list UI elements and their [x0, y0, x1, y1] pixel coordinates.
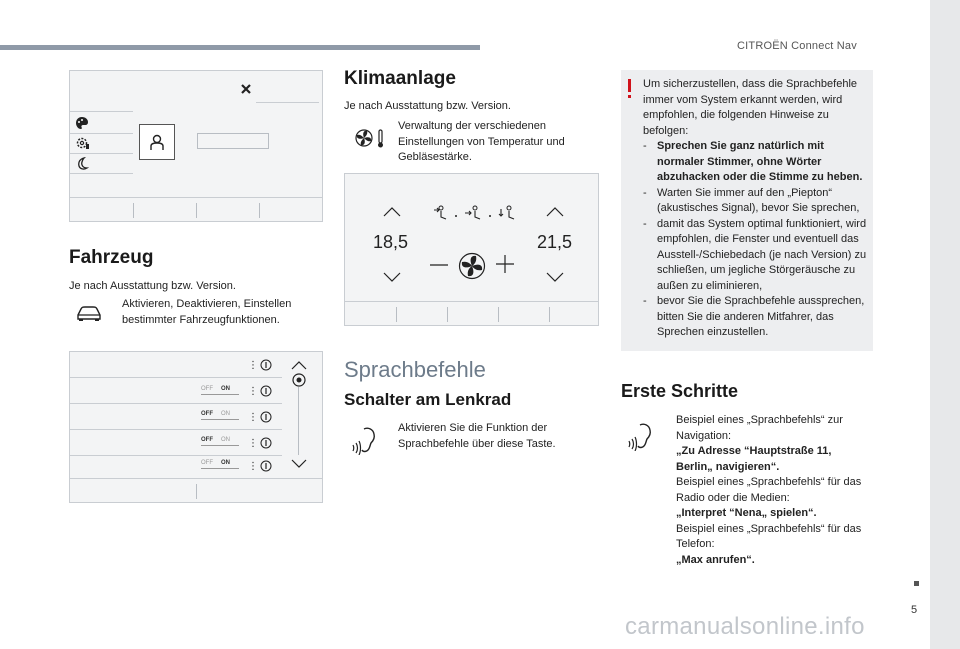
temperature-right: 21,5	[537, 232, 573, 252]
toggle-switch: OFF ON	[201, 386, 238, 392]
temp-left-down-icon	[382, 271, 402, 283]
car-icon	[75, 303, 103, 323]
temp-right-down-icon	[545, 271, 565, 283]
fahrzeug-intro: Je nach Ausstattung bzw. Version.	[69, 280, 236, 292]
sprachbefehle-heading: Sprachbefehle	[344, 357, 486, 382]
air-distribution-icon	[429, 204, 519, 222]
settings-gear-icon	[74, 135, 92, 151]
palette-icon	[74, 115, 90, 131]
watermark: carmanualsonline.info	[625, 613, 865, 640]
warning-icon	[628, 79, 631, 92]
info-icon	[260, 437, 272, 449]
info-icon	[260, 460, 272, 472]
schalter-heading: Schalter am Lenkrad	[344, 390, 512, 409]
voice-command-icon	[626, 420, 656, 452]
klimaanlage-intro: Je nach Ausstattung bzw. Version.	[344, 100, 511, 112]
temperature-left: 18,5	[373, 232, 409, 252]
close-icon	[238, 81, 254, 97]
fan-temperature-icon	[352, 126, 388, 150]
klimaanlage-description: Verwaltung der verschiedenen Einstellungen von Temperatur und Gebläsestärke.	[398, 120, 565, 163]
fan-decrease-icon	[429, 259, 449, 271]
erste-schritte-heading: Erste Schritte	[621, 381, 739, 401]
vehicle-functions-screen-illustration	[69, 351, 323, 503]
toggle-switch: OFF ON	[201, 437, 238, 443]
fan-icon	[457, 251, 487, 281]
more-options-icon: ⋮	[248, 411, 258, 423]
voice-command-icon	[350, 424, 380, 456]
more-options-icon: ⋮	[248, 460, 258, 472]
profile-button	[139, 124, 175, 160]
more-options-icon: ⋮	[248, 437, 258, 449]
warning-bullet: - damit das System optimal funktioniert, wird empfohlen, die Fenster und eventuell das Ausstell-/Schiebedach (je nach Version) zu schließen, um jegliche Störgeräusche zu außen zu eliminieren,	[643, 217, 867, 292]
scroll-up-icon	[290, 360, 308, 370]
warning-icon-dot	[628, 95, 631, 98]
page-side-band	[930, 0, 960, 649]
more-options-icon: ⋮	[248, 359, 258, 371]
temp-left-up-icon	[382, 206, 402, 218]
climate-screen-illustration	[344, 173, 599, 326]
fahrzeug-heading: Fahrzeug	[69, 247, 154, 268]
info-icon	[260, 411, 272, 423]
brand-title: CITROËN Connect Nav	[737, 40, 857, 52]
more-options-icon: ⋮	[248, 385, 258, 397]
toggle-switch: OFF ON	[201, 411, 238, 417]
header-rule	[0, 45, 480, 50]
scroll-down-icon	[290, 458, 308, 468]
warning-bullet: - Sprechen Sie ganz natürlich mit normaler Stimmer, ohne Wörter abzuhacken oder die Stimme zu heben.	[643, 140, 863, 183]
night-mode-icon	[74, 156, 90, 172]
warning-bullet: - Warten Sie immer auf den „Piepton“ (akustisches Signal), bevor Sie sprechen,	[643, 186, 860, 214]
warning-bullet: - bevor Sie die Sprachbefehle aussprechen, bitten Sie die anderen Mitfahrer, das Sprechen einzustellen.	[643, 295, 865, 338]
klimaanlage-heading: Klimaanlage	[344, 68, 456, 89]
info-icon	[260, 385, 272, 397]
continue-marker	[914, 581, 919, 586]
erste-schritte-text: Beispiel eines „Sprachbefehls“ zur Navigation: „Zu Adresse “Hauptstraße 11, Berlin„ navigieren“. Beispiel eines „Sprachbefehls“ für das Radio oder die Medien: „Interpret “Nena„ spielen“. Beispiel eines „Sprachbefehls“ für das Telefon: „Max anrufen“.	[676, 414, 862, 566]
toggle-switch: OFF ON	[201, 460, 238, 466]
schalter-description: Aktivieren Sie die Funktion der Sprachbefehle über diese Taste.	[398, 422, 556, 450]
fan-increase-icon	[495, 254, 515, 274]
settings-screen-illustration	[69, 70, 323, 222]
fahrzeug-description: Aktivieren, Deaktivieren, Einstellen bestimmter Fahrzeugfunktionen.	[122, 298, 292, 326]
warning-text: Um sicherzustellen, dass die Sprachbefehle immer vom System erkannt werden, wird empfohlen, die folgenden Hinweise zu befolgen: - Sprechen Sie ganz natürlich mit normaler Stimmer, ohne Wörter abzuhacken oder die Stimme zu heben. - Warten Sie immer auf den „Piepton“ (akustisches Signal), bevor Sie sprechen, - damit das System optimal funktioniert, wird empfohlen, die Fenster und eventuell das Ausstell-/Schiebedach (je nach Version) zu schließen, um jegliche Störgeräusche zu außen zu eliminieren, - bevor Sie die Sprachbefehle aussprechen, bitten Sie die anderen Mitfahrer, das Sprechen einzustellen.	[643, 77, 871, 341]
user-profile-icon	[148, 133, 166, 151]
info-icon	[260, 359, 272, 371]
page-number: 5	[911, 604, 918, 616]
temp-right-up-icon	[545, 206, 565, 218]
scroll-thumb-icon	[292, 373, 306, 387]
